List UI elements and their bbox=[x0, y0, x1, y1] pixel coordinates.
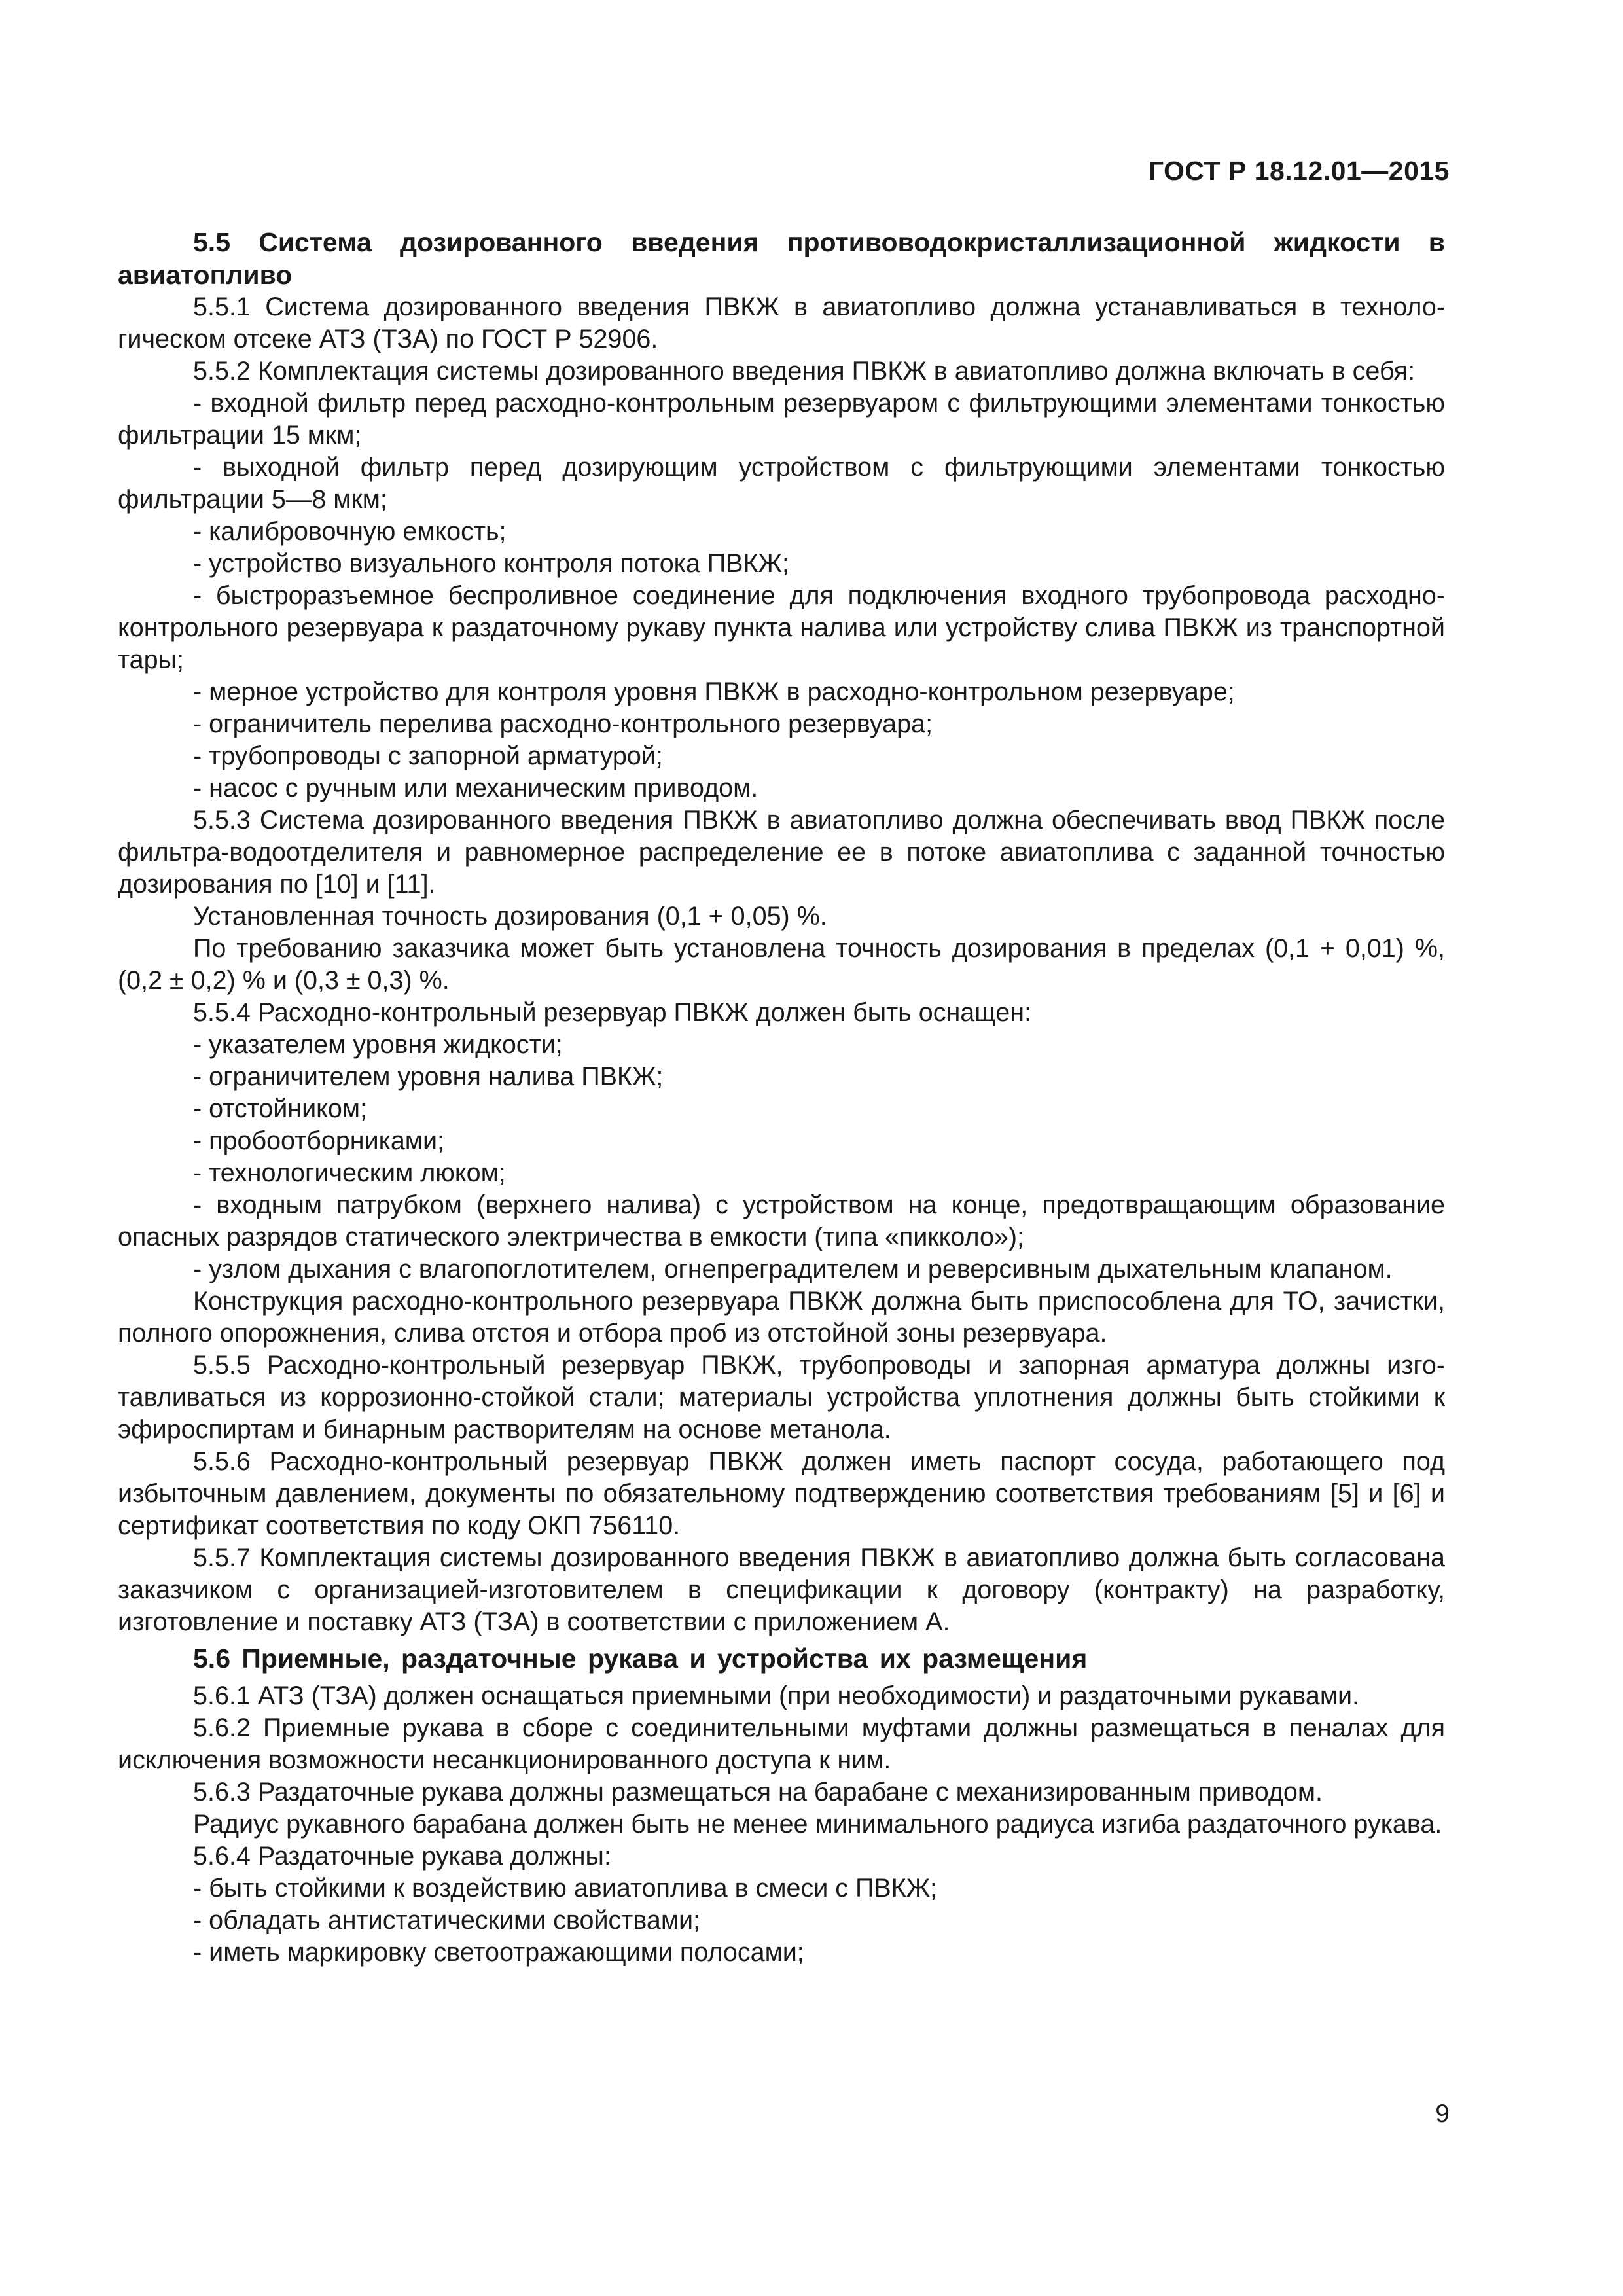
list-item: - пробоотборниками; bbox=[193, 1126, 444, 1155]
list-item: - ограничитель перелива расходно-контрольного резервуара; bbox=[193, 709, 933, 738]
paragraph: 5.6.1 АТЗ (ТЗА) должен оснащаться приемными (при необходимости) и раздаточными рукавами. bbox=[193, 1681, 1360, 1710]
list-item: - мерное устройство для контроля уровня ПВКЖ в расходно-контрольном резервуаре; bbox=[193, 677, 1235, 706]
paragraph: 5.5.3 Система дозированного введения ПВКЖ в авиатопливо должна обеспечивать ввод ПВКЖ после фильтра-водоотделителя и равномерное распределение ее в потоке авиатоплива с заданной точностью дозирования по [10] и [11]. bbox=[118, 806, 1445, 899]
list-item: - технологическим люком; bbox=[193, 1158, 506, 1187]
list-item: - трубопроводы с запорной арматурой; bbox=[193, 742, 663, 770]
paragraph: Радиус рукавного барабана должен быть не менее минимального радиуса изгиба раздаточного рукава. bbox=[193, 1810, 1442, 1839]
paragraph: 5.5.4 Расходно-контрольный резервуар ПВКЖ должен быть оснащен: bbox=[193, 998, 1032, 1027]
paragraph: 5.5.1 Система дозированного введения ПВКЖ в авиатопливо должна устанавливаться в технологическом отсеке АТЗ (ТЗА) по ГОСТ Р 52906. bbox=[118, 293, 1445, 353]
section-title-5-6: 5.6 Приемные, раздаточные рукава и устройства их размещения bbox=[193, 1643, 1088, 1674]
list-item: - входным патрубком (верхнего налива) с устройством на конце, предотвращающим образование опасных разрядов статического электричества в емкости (типа «пикколо»); bbox=[118, 1191, 1445, 1251]
list-item: - отстойником; bbox=[193, 1094, 368, 1123]
section-title-5-5: 5.5 Система дозированного введения противоводокристаллизационной жидкости в авиатопливо bbox=[118, 227, 1445, 290]
document-body bbox=[118, 226, 1445, 1969]
paragraph: 5.6.3 Раздаточные рукава должны размещаться на барабане с механизированным приводом. bbox=[193, 1778, 1323, 1806]
list-item: - ограничителем уровня налива ПВКЖ; bbox=[193, 1062, 664, 1091]
list-item: - быть стойкими к воздействию авиатоплива в смеси с ПВКЖ; bbox=[193, 1874, 938, 1903]
paragraph: 5.6.2 Приемные рукава в сборе с соединительными муфтами должны размещаться в пеналах для исключения возможности несанкционированного доступа к ним. bbox=[118, 1713, 1445, 1774]
paragraph: 5.5.5 Расходно-контрольный резервуар ПВКЖ, трубопроводы и запорная арматура должны изготавливаться из коррозионно-стойкой стали; материалы устройства уплотнения должны быть стойкими к эфироспиртам и бинарным растворителям на основе метанола. bbox=[118, 1351, 1445, 1444]
list-item: - быстроразъемное беспроливное соединение для подключения входного трубопровода расходно-контрольного резервуара к раздаточному рукаву пункта налива или устройству слива ПВКЖ из транспортной тары; bbox=[118, 581, 1445, 674]
list-item: - обладать антистатическими свойствами; bbox=[193, 1906, 701, 1935]
document-code: ГОСТ Р 18.12.01—2015 bbox=[1148, 156, 1450, 186]
paragraph: Установленная точность дозирования (0,1 + 0,05) %. bbox=[193, 902, 827, 931]
list-item: - устройство визуального контроля потока ПВКЖ; bbox=[193, 549, 789, 578]
list-item: - указателем уровня жидкости; bbox=[193, 1030, 563, 1059]
list-item: - выходной фильтр перед дозирующим устройством с фильтрующими элементами тонкостью фильтрации 5—8 мкм; bbox=[118, 453, 1445, 514]
paragraph: 5.5.6 Расходно-контрольный резервуар ПВКЖ должен иметь паспорт сосуда, работающего под избыточным давлением, документы по обязательному подтверждению соответствия требованиям [5] и [6] и сертификат соответствия по коду ОКП 756110. bbox=[118, 1447, 1445, 1540]
paragraph: 5.5.7 Комплектация системы дозированного введения ПВКЖ в авиатопливо должна быть согласована заказчиком с организацией-изготовителем в спецификации к договору (контракту) на разработку, изготовление и поставку АТЗ (ТЗА) в соответствии с приложением А. bbox=[118, 1543, 1445, 1636]
list-item: - узлом дыхания с влагопоглотителем, огнепреградителем и реверсивным дыхательным клапаном. bbox=[193, 1255, 1393, 1283]
paragraph: Конструкция расходно-контрольного резервуара ПВКЖ должна быть приспособлена для ТО, зачистки, полного опорожнения, слива отстоя и отбора проб из отстойной зоны резервуара. bbox=[118, 1287, 1445, 1348]
page-number: 9 bbox=[1435, 2100, 1450, 2128]
list-item: - входной фильтр перед расходно-контрольным резервуаром с фильтрующими элементами тонкостью фильтрации 15 мкм; bbox=[118, 389, 1445, 450]
paragraph: 5.5.2 Комплектация системы дозированного введения ПВКЖ в авиатопливо должна включать в себя: bbox=[193, 357, 1416, 386]
list-item: - насос с ручным или механическим приводом. bbox=[193, 774, 758, 802]
list-item: - калибровочную емкость; bbox=[193, 517, 507, 546]
paragraph: По требованию заказчика может быть установлена точность дозирования в пределах (0,1 + 0,01) %, (0,2 ± 0,2) % и (0,3 ± 0,3) %. bbox=[118, 934, 1445, 995]
paragraph: 5.6.4 Раздаточные рукава должны: bbox=[193, 1842, 611, 1871]
list-item: - иметь маркировку светоотражающими полосами; bbox=[193, 1938, 804, 1967]
